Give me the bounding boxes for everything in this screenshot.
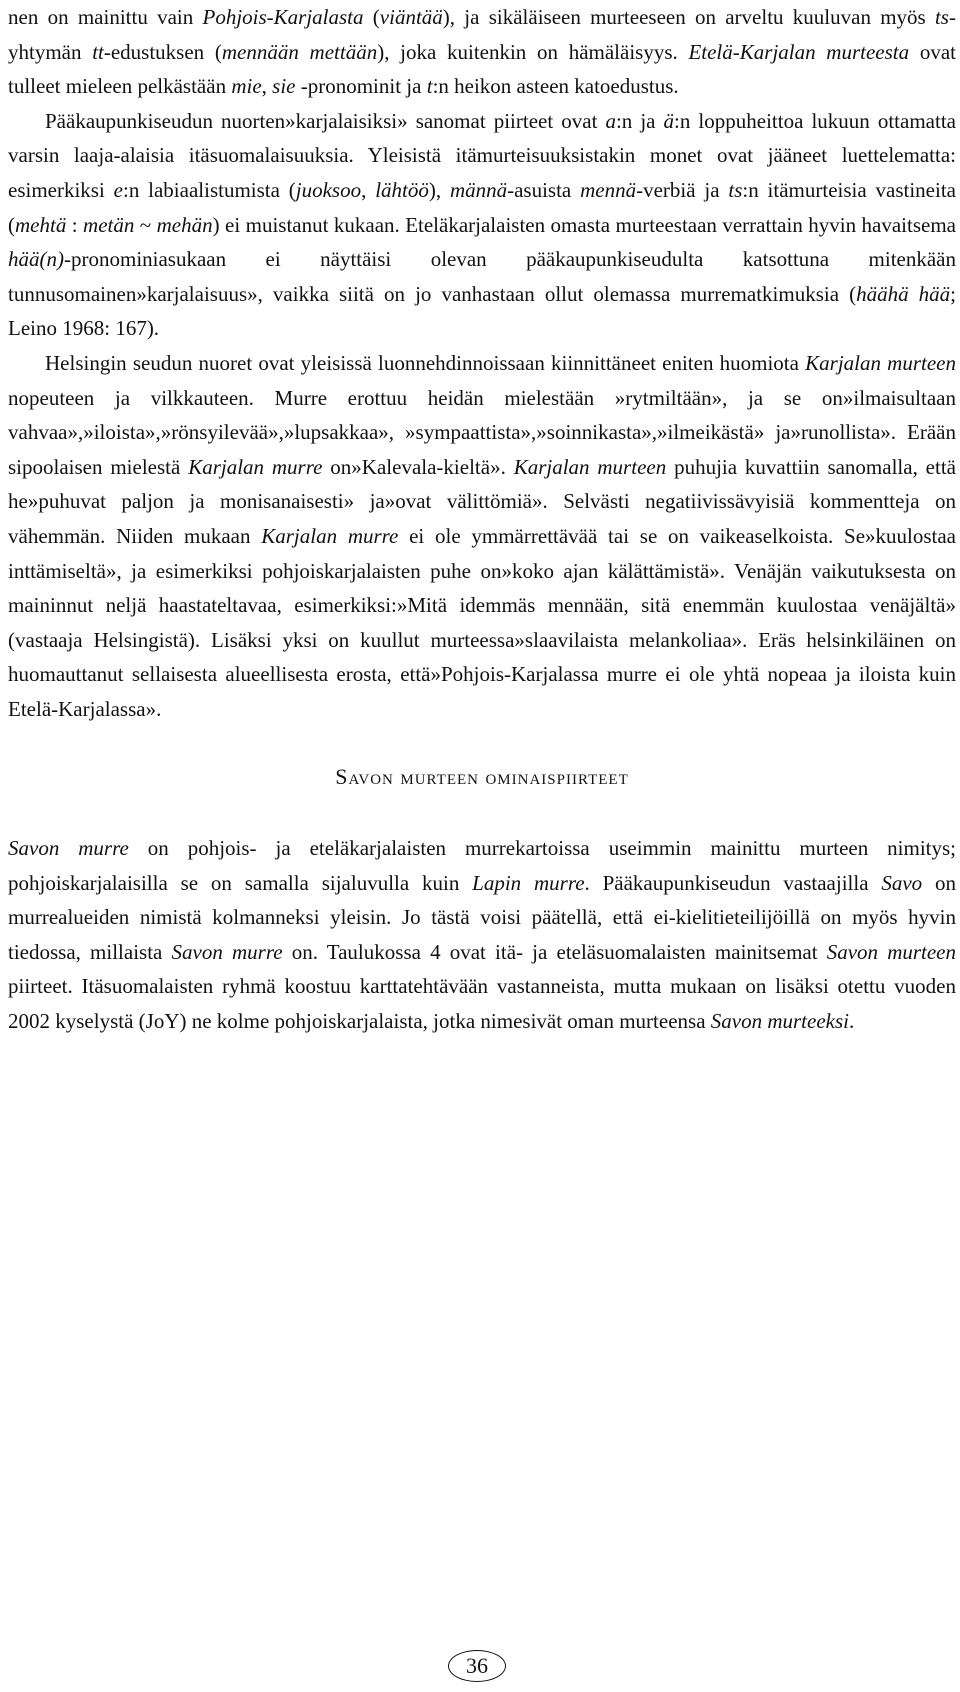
paragraph-3: [8, 346, 956, 727]
text-run: nen on mainittu vain: [8, 5, 203, 29]
italic-run: mennä: [580, 177, 637, 202]
text-run: -pronominit ja: [295, 74, 427, 99]
text-run: ~: [134, 212, 157, 237]
text-run: .: [848, 1009, 855, 1034]
italic-run: a: [605, 108, 616, 133]
text-run: puhujia kuvattiin sanomalla, että he»puhuvat paljon ja monisanaisesti» ja»ovat välittömiä». Selvästi negatiivissävyisiä kommentteja on vähemmän. Niiden mukaan: [8, 454, 956, 548]
text-run: :n ja: [615, 108, 664, 133]
text-run: -verbiä ja: [636, 177, 729, 202]
text-run: nopeuteen ja vilkkauteen. Murre erottuu heidän mielestään »rytmiltään», ja se on»ilmaisultaan vahvaa»,»iloista»,»rönsyilevää»,»lupsakkaa», »sympaattista»,»soinnikasta»,»ilmeikästä» ja»runollista». Erään sipoolaisen mielestä: [8, 385, 956, 479]
text-run: :n itämurteisia vastineita (: [8, 177, 956, 237]
document-page: [8, 0, 956, 1039]
italic-run: Etelä-Karjalan murteesta: [688, 39, 910, 64]
text-run: ),: [428, 177, 450, 202]
page-number: [448, 1650, 506, 1682]
text-run: on murrealueiden nimistä kolmanneksi yleisin. Jo tästä voisi päätellä, että ei-kielitieteilijöillä on myös hyvin tiedossa, millaista: [8, 870, 957, 964]
text-run: Helsingin seudun nuoret ovat yleisissä luonnehdinnoissaan kiinnittäneet eniten huomiota: [45, 350, 806, 375]
italic-run: sie: [272, 74, 296, 99]
text-run: ), ja sikäläiseen murteeseen on arveltu kuuluvan myös: [442, 5, 935, 29]
italic-run: mennään mettään: [221, 39, 378, 64]
italic-run: Karjalan murre: [188, 454, 323, 479]
page-number-label: 36: [466, 1653, 488, 1678]
italic-run: Karjalan murre: [261, 523, 399, 548]
paragraph-4: [8, 831, 956, 1039]
italic-run: häähä hää: [856, 281, 951, 306]
italic-run: Savo: [881, 870, 923, 895]
text-run: -asuista: [507, 177, 581, 202]
italic-run: ts: [934, 5, 949, 29]
text-run: on. Taulukossa 4 ovat itä- ja eteläsuomalaisten mainitsemat: [282, 939, 827, 964]
text-run: ; Leino 1968: 167).: [8, 281, 956, 341]
text-run: on»Kalevala-kieltä».: [322, 454, 514, 479]
italic-run: hää(n): [8, 247, 64, 272]
italic-run: Savon murre: [8, 836, 129, 861]
text-run: :n labiaalistumista (: [122, 177, 296, 202]
text-run: ,: [361, 177, 376, 202]
italic-run: Lapin murre: [472, 870, 585, 895]
text-run: -yhtymän: [8, 5, 956, 64]
italic-run: Savon murteen: [826, 939, 957, 964]
text-run: :: [66, 212, 84, 237]
italic-run: lähtöö: [375, 177, 429, 202]
italic-run: Savon murre: [171, 939, 283, 964]
italic-run: mehän: [156, 212, 213, 237]
text-run: -edustuksen (: [103, 39, 222, 64]
italic-run: Savon murteeksi: [710, 1009, 849, 1034]
italic-run: ä: [663, 108, 675, 133]
paragraph-1: [8, 0, 956, 104]
italic-run: viäntää: [379, 5, 443, 29]
text-run: ), joka kuitenkin on hämäläisyys.: [377, 39, 689, 64]
italic-run: Pohjois-Karjalasta: [202, 5, 364, 29]
text-run: piirteet. Itäsuomalaisten ryhmä koostuu karttatehtävään vastanneista, mutta mukaan on lisäksi otettu vuoden 2002 kyselystä (JoY) ne kolme pohjoiskarjalaista, jotka nimesivät oman murteensa: [8, 974, 956, 1034]
section-heading: Savon murteen ominaispiirteet: [335, 764, 629, 790]
italic-run: mie: [231, 74, 262, 99]
italic-run: juoksoo: [295, 177, 362, 202]
text-run: (: [363, 5, 380, 29]
text-run: ovat tulleet mieleen pelkästään: [8, 39, 956, 99]
text-run: -pronominiasukaan ei näyttäisi olevan pääkaupunkiseudulta katsottuna mitenkään tunnusomainen»karjalaisuus», vaikka siitä on jo vanhastaan ollut olemassa murrematkimuksia (: [8, 247, 956, 306]
italic-run: e: [113, 177, 123, 202]
text-run: ei ole ymmärrettävää tai se on vaikeaselkoista. Se»kuulostaa inttämiseltä», ja esimerkiksi pohjoiskarjalaisten puhe on»koko ajan kälättämistä». Venäjän vaikutuksesta on maininnut neljä haastateltavaa, esimerkiksi:»Mitä idemmäs mennään, sitä enemmän kuulostaa venäjältä» (vastaaja Helsingistä). Lisäksi yksi on kuullut murteessa»slaavilaista melankoliaa». Eräs helsinkiläinen on huomauttanut sellaisesta alueellisesta erosta, että»Pohjois-Karjalassa murre ei ole yhtä nopeaa ja iloista kuin Etelä-Karjalassa».: [8, 523, 957, 721]
text-run: :n loppuheittoa lukuun ottamatta varsin laaja-alaisia itäsuomalaisuuksia. Yleisistä itämurteisuuksistakin monet ovat jääneet luettelematta: esimerkiksi: [8, 108, 956, 202]
italic-run: t: [426, 74, 433, 99]
italic-run: männä: [449, 177, 508, 202]
paragraph-2: [8, 104, 956, 346]
italic-run: Karjalan murteen: [513, 454, 667, 479]
italic-run: tt: [92, 39, 104, 64]
text-run: ) ei muistanut kukaan. Eteläkarjalaisten omasta murteestaan verrattain hyvin havaitsema: [212, 212, 956, 237]
text-run: on pohjois- ja eteläkarjalaisten murrekartoissa useimmin mainittu murteen nimitys; pohjoiskarjalaisilla se on samalla sijaluvulla kuin: [8, 836, 957, 895]
text-run: ,: [261, 74, 273, 99]
text-run: . Pääkaupunkiseudun vastaajilla: [584, 870, 882, 895]
italic-run: metän: [83, 212, 135, 237]
text-run: Pääkaupunkiseudun nuorten»karjalaisiksi» sanomat piirteet ovat: [45, 108, 606, 133]
italic-run: ts: [728, 177, 743, 202]
text-run: :n heikon asteen katoedustus.: [432, 74, 679, 99]
italic-run: mehtä: [15, 212, 67, 237]
italic-run: Karjalan murteen: [805, 350, 956, 375]
